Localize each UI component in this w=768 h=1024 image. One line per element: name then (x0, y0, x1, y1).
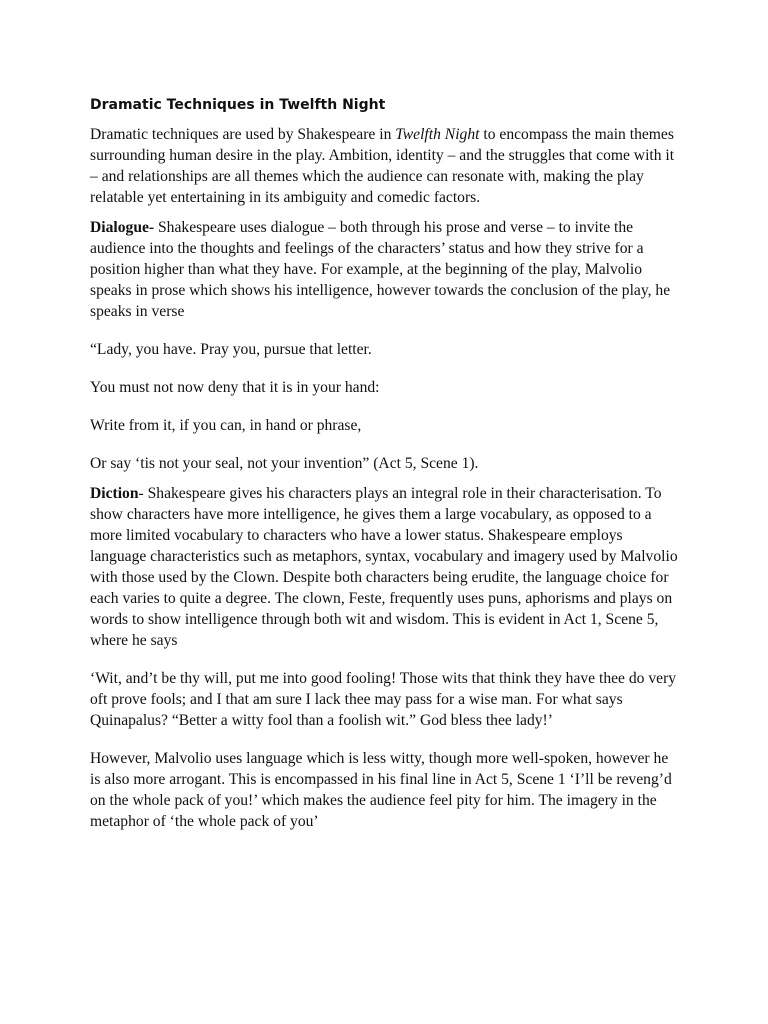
diction-heading: Diction (90, 485, 139, 502)
intro-paragraph (90, 124, 680, 208)
dialogue-heading: Dialogue- (90, 219, 155, 236)
play-title-italic: Twelfth Night (395, 126, 480, 143)
diction-text: - Shakespeare gives his characters plays an integral role in their characterisation. To show characters have more intelligence, he gives them a large vocabulary, as opposed to a more limited vocabulary to characters who have a lower status. Shakespeare employs language characteristics such as metaphors, syntax, vocabulary and imagery used by Malvolio with those used by the Clown. Despite both characters being erudite, the language choice for each varies to quite a degree. The clown, Feste, frequently uses puns, aphorisms and plays on words to show intelligence through both wit and wisdom. This is evident in Act 1, Scene 5, where he says (90, 485, 678, 649)
dialogue-text: Shakespeare uses dialogue – both through his prose and verse – to invite the audience into the thoughts and feelings of the characters’ status and how they strive for a position higher than what they have. For example, at the beginning of the play, Malvolio speaks in prose which shows his intelligence, however towards the conclusion of the play, he speaks in verse (90, 219, 671, 320)
verse-quote-line-2: You must not now deny that it is in your hand: (90, 379, 380, 396)
document-title: Dramatic Techniques in Twelfth Night (90, 97, 386, 113)
intro-text-end: to encompass the main themes surrounding human desire in the play. Ambition, identity – and the struggles that come with it – and relationships are all themes which the audience can resonate with, making the play relatable yet entertaining in its ambiguity and comedic factors. (90, 126, 675, 206)
intro-text-start: Dramatic techniques are used by Shakespeare in (90, 126, 396, 143)
feste-quote-paragraph: ‘Wit, and’t be thy will, put me into good fooling! Those wits that think they have thee do very oft prove fools; and I that am sure I lack thee may pass for a wise man. For what says Quinapalus? “Better a witty fool than a foolish wit.” God bless thee lady!’ (90, 670, 677, 729)
closing-paragraph: However, Malvolio uses language which is less witty, though more well-spoken, however he is also more arrogant. This is encompassed in his final line in Act 5, Scene 1 ‘I’ll be reveng’d on the whole pack of you!’ which makes the audience feel pity for him. The imagery in the metaphor of ‘the whole pack of you’ (90, 750, 672, 830)
diction-paragraph (90, 483, 680, 651)
verse-quote-line-3: Write from it, if you can, in hand or phrase, (90, 417, 362, 434)
verse-quote-line-4: Or say ‘tis not your seal, not your invention” (Act 5, Scene 1). (90, 455, 479, 472)
document-page (90, 96, 680, 841)
verse-quote-line-1: “Lady, you have. Pray you, pursue that letter. (90, 341, 372, 358)
dialogue-paragraph (90, 217, 680, 322)
